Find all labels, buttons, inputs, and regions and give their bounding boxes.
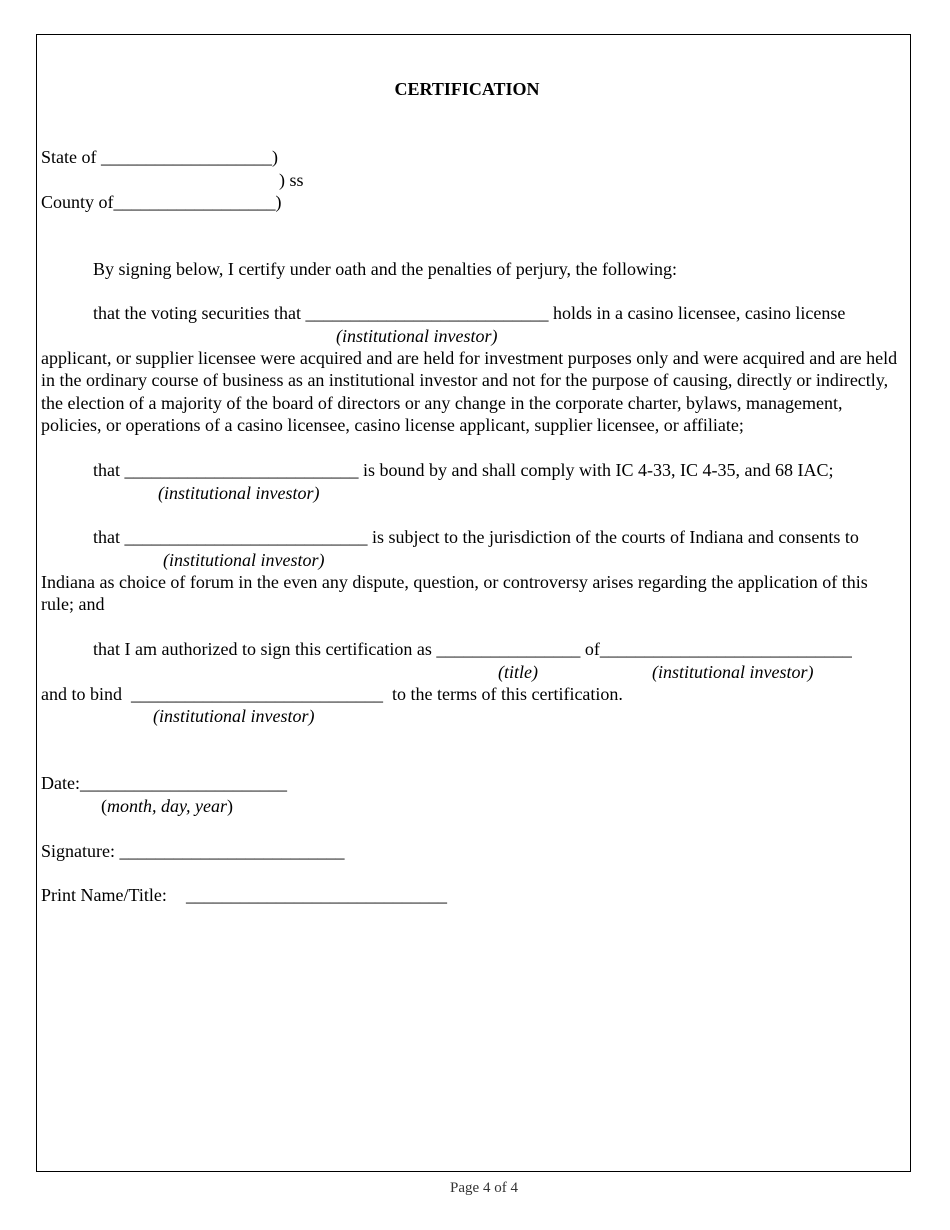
clause4-bind-caption: (institutional investor)	[153, 706, 315, 726]
date-caption-text: month, day, year	[107, 796, 227, 816]
clause1-line: that the voting securities that ___________________________ holds in a casino licensee, casino license	[93, 303, 846, 323]
clause2-line: that __________________________ is bound by and shall comply with IC 4-33, IC 4-35, and 68 IAC;	[93, 460, 834, 480]
clause2-caption: (institutional investor)	[158, 483, 320, 503]
clause4-investor-caption: (institutional investor)	[652, 662, 814, 682]
county-field[interactable]: County of__________________)	[41, 192, 282, 212]
clause3-line: that ___________________________ is subject to the jurisdiction of the courts of Indiana and consents to	[93, 527, 859, 547]
clause4-line: that I am authorized to sign this certification as ________________ of____________________________	[93, 639, 852, 659]
clause1-caption: (institutional investor)	[336, 326, 498, 346]
print-name-label: Print Name/Title:	[41, 885, 167, 905]
date-caption-close: )	[226, 796, 233, 816]
ss-marker: ) ss	[279, 170, 304, 190]
signature-field[interactable]: Signature: _________________________	[41, 841, 345, 861]
print-name-field[interactable]: _____________________________	[186, 885, 447, 905]
clause4-bind-line: and to bind ____________________________ to the terms of this certification.	[41, 684, 623, 704]
clause3-caption: (institutional investor)	[163, 550, 325, 570]
clause3-line3: rule; and	[41, 594, 105, 614]
date-caption	[101, 795, 233, 817]
date-caption-open: (	[101, 796, 107, 816]
clause1-body: applicant, or supplier licensee were acquired and are held for investment purposes only and were acquired and are held in the ordinary course of business as an institutional investor and not for the purpose of causing, directly or indirectly, the election of a majority of the board of directors or any change in the corporate charter, bylaws, management, policies, or operations of a casino licensee, casino license applicant, supplier licensee, or affiliate;	[41, 348, 898, 436]
clause3-line2: Indiana as choice of forum in the even any dispute, question, or controversy arises regarding the application of this	[41, 572, 868, 592]
state-field[interactable]: State of ___________________)	[41, 147, 278, 167]
intro-statement: By signing below, I certify under oath and the penalties of perjury, the following:	[93, 259, 678, 279]
date-field[interactable]: Date:_______________________	[41, 773, 287, 793]
document-title: CERTIFICATION	[394, 79, 540, 99]
clause4-title-caption: (title)	[498, 662, 538, 682]
page-footer: Page 4 of 4	[450, 1180, 518, 1196]
